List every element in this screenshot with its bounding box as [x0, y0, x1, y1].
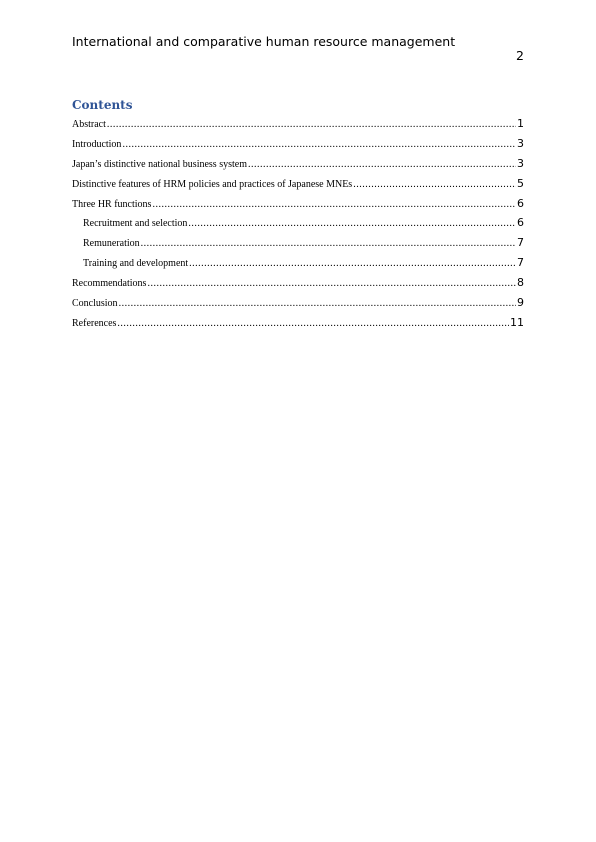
toc-dot-leader	[188, 217, 516, 231]
toc-entry-label[interactable]: Remuneration	[83, 238, 140, 250]
toc-entry[interactable]	[72, 197, 524, 217]
toc-entry-page-number[interactable]: 7	[517, 236, 524, 250]
toc-entry-label[interactable]: Three HR functions	[72, 198, 152, 210]
toc-entry[interactable]	[72, 236, 524, 256]
toc-entry-page-number[interactable]: 3	[517, 156, 524, 170]
document-title: International and comparative human resource management	[72, 34, 456, 49]
page-header	[72, 34, 524, 63]
toc-entry-label[interactable]: Japan’s distinctive national business system	[72, 158, 247, 170]
toc-entry[interactable]	[72, 157, 524, 177]
toc-heading: Contents	[72, 98, 133, 112]
toc-entry[interactable]	[72, 137, 524, 157]
toc-dot-leader	[353, 178, 516, 192]
toc-dot-leader	[117, 317, 509, 331]
toc-entry-label[interactable]: Conclusion	[72, 298, 118, 310]
toc-dot-leader	[152, 198, 516, 212]
toc-entry-page-number[interactable]: 6	[517, 196, 524, 210]
toc-entry[interactable]	[72, 296, 524, 316]
toc-entry-label[interactable]: Distinctive features of HRM policies and practices of Japanese MNEs	[72, 178, 353, 190]
table-of-contents	[72, 97, 524, 336]
toc-entry-page-number[interactable]: 3	[517, 136, 524, 150]
toc-dot-leader	[122, 138, 516, 152]
toc-entry-page-number[interactable]: 11	[510, 315, 524, 329]
toc-dot-leader	[119, 297, 516, 311]
page-number: 2	[516, 48, 524, 63]
toc-entry-label[interactable]: Training and development	[83, 258, 189, 270]
toc-entry[interactable]	[72, 216, 524, 236]
toc-list	[72, 117, 524, 336]
toc-entry-page-number[interactable]: 5	[517, 176, 524, 190]
toc-entry[interactable]	[72, 117, 524, 137]
toc-entry-label[interactable]: References	[72, 317, 117, 329]
toc-dot-leader	[141, 237, 516, 251]
toc-entry-page-number[interactable]: 1	[517, 117, 524, 130]
toc-dot-leader	[248, 158, 516, 172]
toc-dot-leader	[189, 257, 516, 271]
toc-entry-label[interactable]: Introduction	[72, 138, 122, 150]
toc-dot-leader	[107, 118, 516, 132]
toc-entry[interactable]	[72, 256, 524, 276]
toc-entry-label[interactable]: Abstract	[72, 119, 106, 130]
toc-entry-page-number[interactable]: 7	[517, 256, 524, 270]
toc-entry-page-number[interactable]: 6	[517, 216, 524, 230]
toc-entry-page-number[interactable]: 8	[517, 276, 524, 290]
toc-dot-leader	[147, 277, 516, 291]
toc-entry[interactable]	[72, 276, 524, 296]
toc-entry[interactable]	[72, 316, 524, 336]
toc-entry-label[interactable]: Recommendations	[72, 278, 147, 290]
toc-entry[interactable]	[72, 177, 524, 197]
toc-entry-label[interactable]: Recruitment and selection	[83, 218, 188, 230]
toc-entry-page-number[interactable]: 9	[517, 296, 524, 310]
